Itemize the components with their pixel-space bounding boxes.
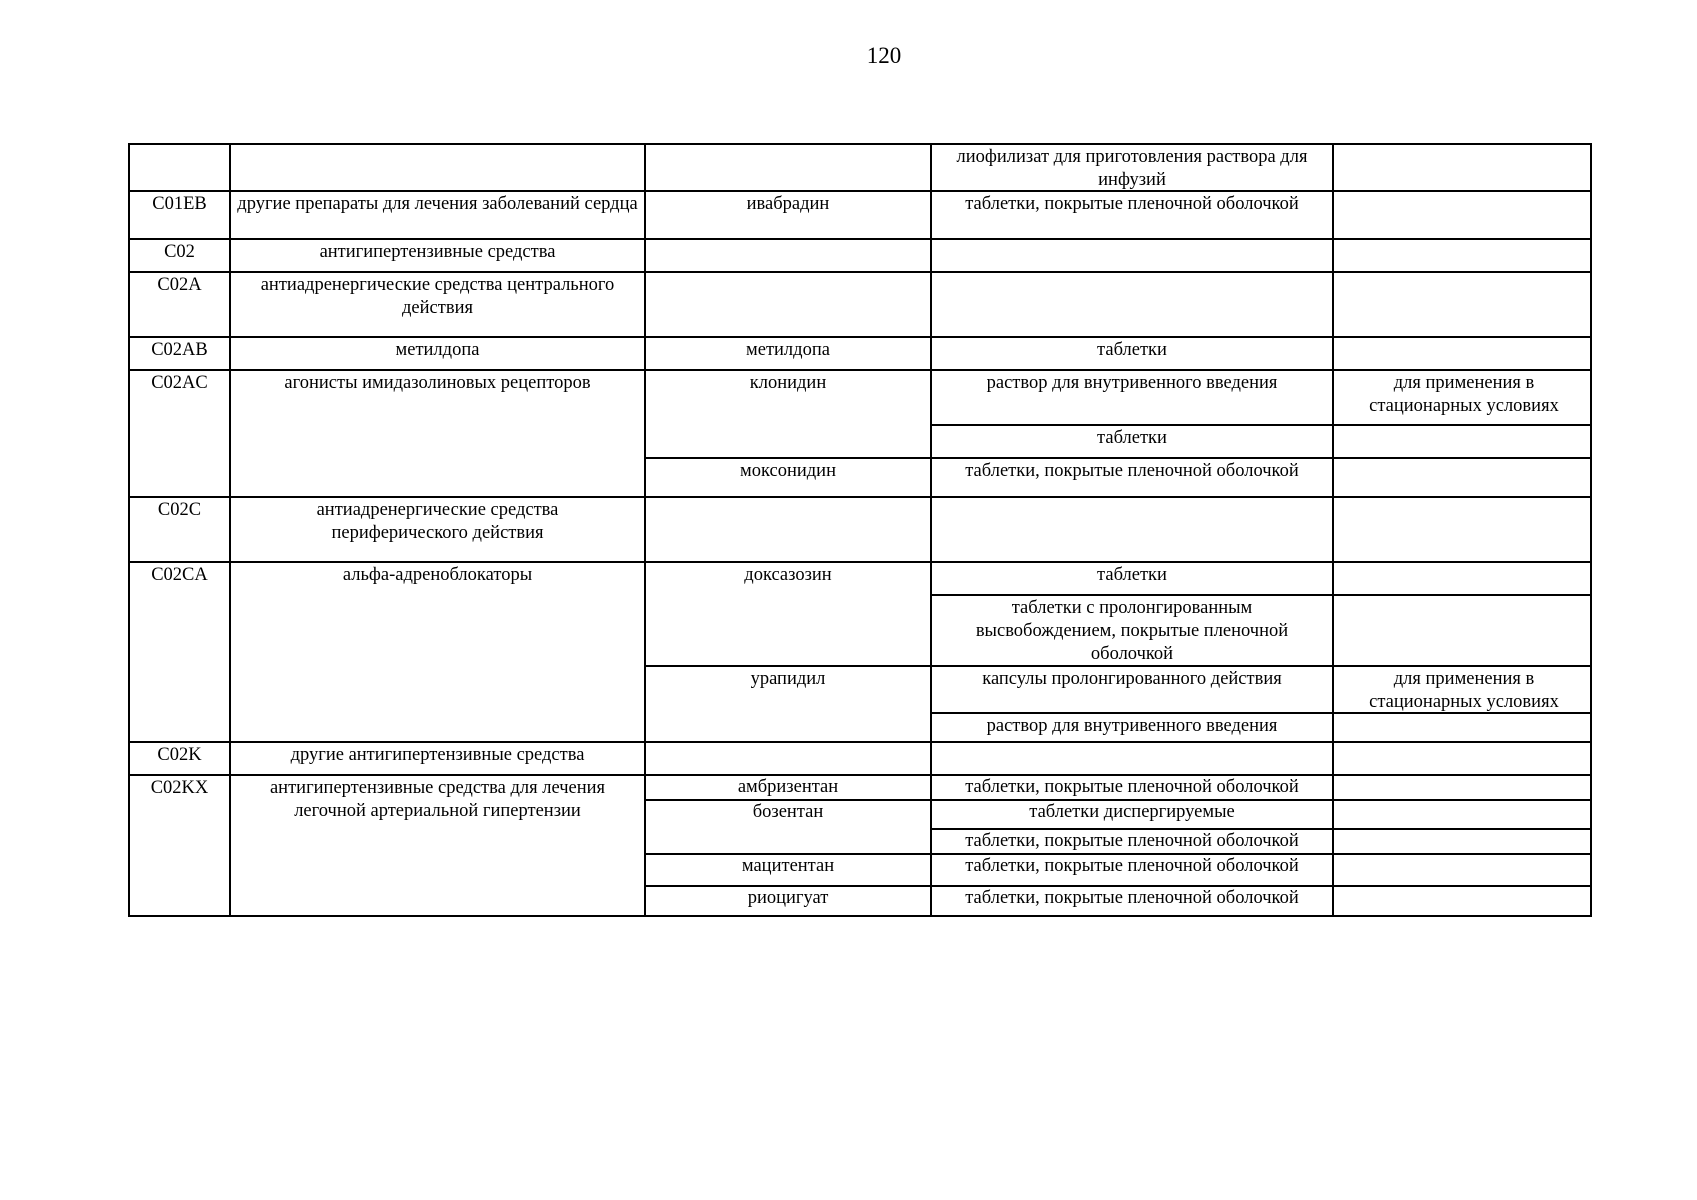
table-cell-form: таблетки, покрытые пленочной оболочкой xyxy=(965,777,1299,797)
page-number: 120 xyxy=(866,43,902,68)
table-cell-substance: доксазозин xyxy=(744,565,832,585)
table-cell-substance: мацитентан xyxy=(741,856,835,876)
table-cell-form: таблетки xyxy=(1097,428,1167,448)
table-cell-group: антиадренергические средства периферического действия xyxy=(316,500,559,543)
table-cell-form: капсулы пролонгированного действия xyxy=(982,669,1282,689)
table-cell-substance: бозентан xyxy=(752,802,824,822)
table-cell-note: для применения в стационарных условиях xyxy=(1369,669,1559,712)
table-cell-form: таблетки, покрытые пленочной оболочкой xyxy=(965,461,1299,481)
table-cell-code: C02CA xyxy=(151,565,208,585)
table-cell-group: антигипертензивные средства xyxy=(319,242,556,262)
table-cell-group: антиадренергические средства центрального действия xyxy=(260,275,615,318)
table-cell-group: агонисты имидазолиновых рецепторов xyxy=(284,373,591,393)
table-cell-code: C02K xyxy=(157,745,202,765)
table-cell-form: раствор для внутривенного введения xyxy=(986,716,1278,736)
table-cell-form: таблетки с пролонгированным высвобождением, покрытые пленочной оболочкой xyxy=(975,598,1289,664)
table-cell-group: другие препараты для лечения заболеваний сердца xyxy=(237,194,638,214)
table-cell-group: альфа-адреноблокаторы xyxy=(342,565,533,585)
table-cell-code: C02C xyxy=(157,500,202,520)
table-cell-code: C02AB xyxy=(151,340,208,360)
table-cell-form: таблетки диспергируемые xyxy=(1029,802,1235,822)
table-cell-group: другие антигипертензивные средства xyxy=(290,745,585,765)
table-cell-code: C02 xyxy=(164,242,195,262)
table-cell-group: антигипертензивные средства для лечения легочной артериальной гипертензии xyxy=(269,778,606,821)
table-cell-code: C02KX xyxy=(150,778,209,798)
table-cell-code: C02A xyxy=(157,275,202,295)
table-cell-code: C01EB xyxy=(152,194,207,214)
table-cell-substance: моксонидин xyxy=(740,461,836,481)
table-cell-form: лиофилизат для приготовления раствора для инфузий xyxy=(956,147,1308,190)
table-cell-form: таблетки xyxy=(1097,340,1167,360)
table-cell-substance: метилдопа xyxy=(746,340,830,360)
table-cell-form: таблетки, покрытые пленочной оболочкой xyxy=(965,194,1299,214)
table-cell-code: C02AC xyxy=(151,373,208,393)
table-cell-group: метилдопа xyxy=(395,340,480,360)
table-cell-form: таблетки, покрытые пленочной оболочкой xyxy=(965,888,1299,908)
table-cell-substance: урапидил xyxy=(750,669,826,689)
table-cell-form: таблетки, покрытые пленочной оболочкой xyxy=(965,831,1299,851)
table-cell-substance: клонидин xyxy=(749,373,827,393)
table-cell-form: таблетки xyxy=(1097,565,1167,585)
table-cell-form: таблетки, покрытые пленочной оболочкой xyxy=(965,856,1299,876)
table-cell-substance: ивабрадин xyxy=(746,194,830,214)
table-cell-substance: риоцигуат xyxy=(747,888,829,908)
table-cell-note: для применения в стационарных условиях xyxy=(1369,373,1559,416)
table-cell-form: раствор для внутривенного введения xyxy=(986,373,1278,393)
table-cell-substance: амбризентан xyxy=(737,777,839,797)
